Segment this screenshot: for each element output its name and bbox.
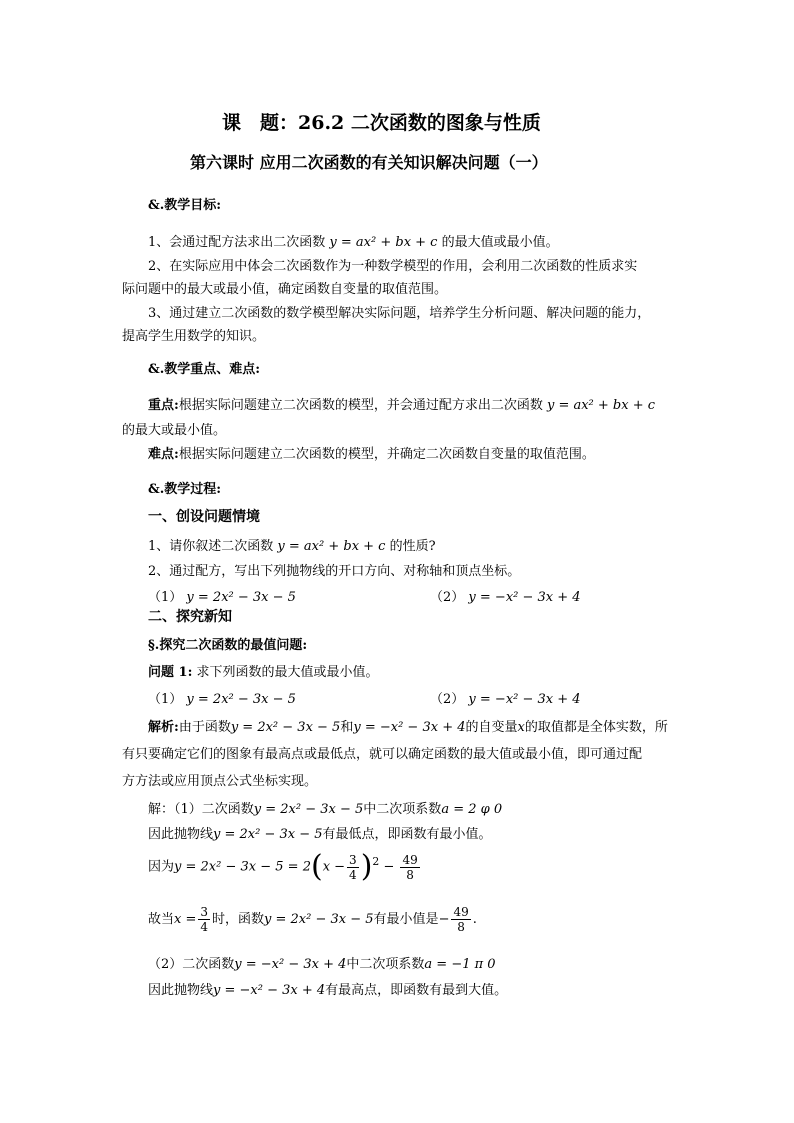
problem-1-label: 问题 1:: [148, 665, 193, 680]
problem-item-2: [430, 688, 581, 707]
part1-heading: 一、创设问题情境: [148, 509, 260, 525]
solution-3-text-a: 因为: [148, 859, 175, 875]
fraction-x-3-4: [198, 905, 210, 934]
fraction-3-4-numerator: 3: [349, 852, 357, 867]
solution-5-coefficient: a = −1 π 0: [424, 957, 496, 972]
solution-3-x-minus: x −: [322, 859, 346, 875]
solution-3-formula: y = 2x² − 3x − 5: [174, 859, 284, 875]
problem-item-1-formula: y = 2x² − 3x − 5: [186, 692, 296, 707]
analysis-label: 解析:: [148, 720, 179, 735]
period: .: [472, 912, 477, 927]
solution-1-text-b: 中二次项系数: [363, 802, 442, 817]
problem-1-text: 求下列函数的最大值或最小值。: [196, 665, 379, 680]
question-1-text-b: 的性质?: [389, 539, 436, 554]
square-exponent: 2: [372, 855, 380, 869]
solution-line3: [148, 849, 422, 884]
solution-6-formula: y = −x² − 3x + 4: [213, 983, 326, 998]
fraction-x-numerator: 3: [200, 905, 209, 919]
analysis-line2: 有只要确定它们的图象有最高点或最低点，就可以确定函数的最大值或最小值，即可通过配: [122, 747, 643, 762]
problem-item-2-formula: y = −x² − 3x + 4: [468, 692, 581, 707]
solution-5-formula: y = −x² − 3x + 4: [234, 957, 347, 972]
process-heading: &.教学过程:: [148, 482, 222, 497]
solution-4-text-c: 有最小值是: [373, 912, 439, 927]
solution-line4: [148, 905, 477, 934]
solution-4-text-b: 时，函数: [212, 912, 265, 927]
solution-1-formula: y = 2x² − 3x − 5: [253, 802, 364, 817]
analysis-variable: x: [517, 720, 525, 735]
goal-1-text-b: 的最大值或最小值。: [441, 235, 559, 250]
goal-3-line2: 提高学生用数学的知识。: [122, 329, 266, 344]
analysis-text-b: 的自变量: [465, 720, 518, 735]
difficult-point-text: 根据实际问题建立二次函数的模型，并确定二次函数自变量的取值范围。: [178, 447, 595, 462]
exercise-item-1-formula: y = 2x² − 3x − 5: [186, 590, 296, 605]
solution-3-equals: = 2: [287, 859, 311, 875]
min-value-minus: −: [438, 912, 450, 927]
key-point-line1: [148, 394, 655, 413]
solution-6-text-b: 有最高点，即函数有最到大值。: [325, 983, 508, 998]
key-point-formula: y = ax² + bx + c: [546, 398, 656, 413]
exercise-item-2-formula: y = −x² − 3x + 4: [468, 590, 581, 605]
solution-1-text-a: 解：（1）二次函数: [148, 802, 254, 817]
fraction-49-8-denominator: 8: [406, 867, 414, 882]
fraction-min-denominator: 8: [457, 920, 465, 934]
fraction-49-8: [400, 853, 419, 882]
solution-6-text-a: 因此抛物线: [148, 983, 214, 998]
page-subtitle: 第六课时 应用二次函数的有关知识解决问题（一）: [190, 153, 548, 172]
problem-item-1-label: （1）: [148, 692, 183, 707]
solution-line2: [148, 823, 492, 842]
fraction-49-8-numerator: 49: [402, 852, 418, 867]
solution-line6: [148, 979, 507, 998]
solution-2-text-b: 有最低点，即函数有最小值。: [322, 827, 492, 842]
problem-item-1: [148, 688, 296, 707]
exercise-item-2-label: （2）: [430, 590, 465, 605]
goal-3-line1: 3、通过建立二次函数的数学模型解决实际问题，培养学生分析问题、解决问题的能力，: [148, 306, 651, 321]
goal-2-line1: 2、在实际应用中体会二次函数作为一种数学模型的作用，会利用二次函数的性质求实: [148, 259, 638, 274]
question-1-formula: y = ax² + bx + c: [277, 539, 386, 554]
solution-line5: [148, 953, 496, 972]
goals-heading: &.教学目标:: [148, 198, 222, 213]
minus-sign: −: [383, 859, 395, 875]
analysis-and: 和: [340, 720, 354, 735]
left-paren: (: [310, 849, 323, 884]
goal-1: [148, 231, 559, 250]
solution-line1: [148, 798, 502, 817]
fraction-min-49-8: [451, 905, 470, 934]
fraction-x-denominator: 4: [200, 920, 209, 934]
difficult-point-label: 难点:: [148, 447, 179, 462]
problem-1: [148, 661, 379, 680]
solution-5-text-a: （2）二次函数: [148, 957, 235, 972]
exercise-item-2: [430, 586, 581, 605]
fraction-min-numerator: 49: [453, 905, 469, 919]
exercise-item-1-label: （1）: [148, 590, 183, 605]
analysis-formula-1: y = 2x² − 3x − 5: [230, 720, 341, 735]
solution-2-text-a: 因此抛物线: [148, 827, 214, 842]
explore-heading: §.探究二次函数的最值问题:: [148, 638, 308, 653]
solution-4-x-equals: x =: [174, 912, 197, 927]
key-point-label: 重点:: [148, 398, 179, 413]
question-1: [148, 535, 436, 554]
page-title: 课 题：26.2 二次函数的图象与性质: [222, 112, 541, 134]
question-1-text-a: 1、请你叙述二次函数: [148, 539, 274, 554]
goal-2-line2: 际问题中的最大或最小值，确定函数自变量的取值范围。: [122, 282, 448, 297]
goal-1-formula: y = ax² + bx + c: [329, 235, 438, 250]
key-point-text: 根据实际问题建立二次函数的模型，并会通过配方求出二次函数: [178, 398, 543, 413]
fraction-3-4: [347, 853, 359, 882]
solution-2-formula: y = 2x² − 3x − 5: [213, 827, 323, 842]
fraction-3-4-denominator: 4: [349, 867, 357, 882]
part2-heading: 二、探究新知: [148, 609, 232, 625]
right-paren: ): [360, 849, 373, 884]
analysis-line1: [148, 716, 668, 735]
exercise-item-1: [148, 586, 296, 605]
solution-1-coefficient: a = 2 φ 0: [441, 802, 503, 817]
analysis-line3: 方方法或应用顶点公式坐标实现。: [122, 774, 318, 789]
analysis-text-c: 的取值都是全体实数，所: [524, 720, 668, 735]
keypoints-heading: &.教学重点、难点:: [148, 362, 261, 377]
analysis-formula-2: y = −x² − 3x + 4: [353, 720, 466, 735]
question-2: 2、通过配方，写出下列抛物线的开口方向、对称轴和顶点坐标。: [148, 564, 521, 579]
analysis-text-a: 由于函数: [178, 720, 231, 735]
solution-4-formula: y = 2x² − 3x − 5: [264, 912, 374, 927]
solution-4-text-a: 故当: [148, 912, 175, 927]
problem-item-2-label: （2）: [430, 692, 465, 707]
key-point-line2: 的最大或最小值。: [122, 423, 227, 438]
solution-5-text-b: 中二次项系数: [346, 957, 425, 972]
goal-1-text-a: 1、会通过配方法求出二次函数: [148, 235, 326, 250]
difficult-point: [148, 443, 595, 462]
